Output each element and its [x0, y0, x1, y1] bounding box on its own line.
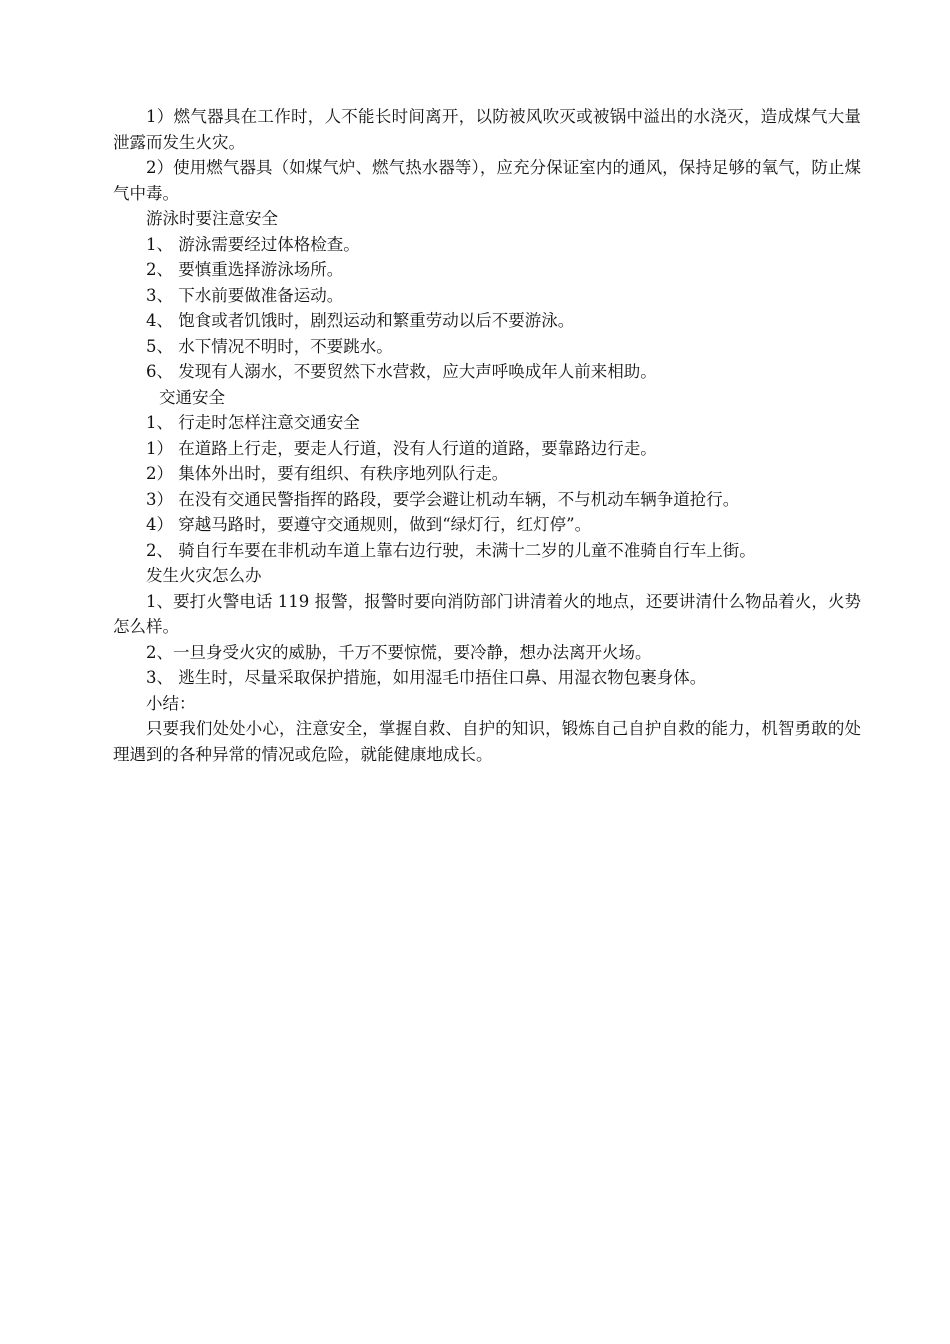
heading-summary: 小结： [146, 693, 196, 713]
list-item-traffic-2: 2、 骑自行车要在非机动车道上靠右边行驶，未满十二岁的儿童不准骑自行车上街。 [146, 540, 756, 560]
list-item-fire-2: 2、一旦身受火灾的威胁，千万不要惊慌，要冷静，想办法离开火场。 [146, 642, 652, 662]
paragraph-gas-appliance-unattended: 1）燃气器具在工作时，人不能长时间离开，以防被风吹灭或被锅中溢出的水浇灭，造成煤气大量泄露而发生火灾。 [113, 107, 861, 152]
list-item-traffic-1: 1、 行走时怎样注意交通安全 [146, 413, 360, 432]
list-item-swimming-1: 1、 游泳需要经过体格检查。 [146, 234, 360, 254]
list-item-swimming-6: 6、 发现有人溺水，不要贸然下水营救，应大声呼唤成年人前来相助。 [146, 362, 657, 381]
list-item-walking-1: 1） 在道路上行走，要走人行道，没有人行道的道路，要靠路边行走。 [146, 438, 657, 458]
document-body [113, 104, 861, 767]
paragraph-gas-appliance-ventilation: 2）使用燃气器具（如煤气炉、燃气热水器等），应充分保证室内的通风，保持足够的氧气，防止煤气中毒。 [113, 158, 861, 203]
list-item-fire-1: 1、要打火警电话 119 报警，报警时要向消防部门讲清着火的地点，还要讲清什么物品着火，火势怎么样。 [113, 591, 861, 636]
list-item-swimming-4: 4、 饱食或者饥饿时，剧烈运动和繁重劳动以后不要游泳。 [146, 311, 575, 330]
list-item-swimming-5: 5、 水下情况不明时，不要跳水。 [146, 336, 393, 356]
list-item-swimming-2: 2、 要慎重选择游泳场所。 [146, 260, 344, 279]
list-item-walking-3: 3） 在没有交通民警指挥的路段，要学会避让机动车辆，不与机动车辆争道抢行。 [146, 489, 740, 509]
paragraph-summary: 只要我们处处小心，注意安全，掌握自救、自护的知识，锻炼自己自护自救的能力，机智勇敢的处理遇到的各种异常的情况或危险，就能健康地成长。 [113, 719, 861, 764]
list-item-walking-4: 4） 穿越马路时，要遵守交通规则，做到“绿灯行，红灯停”。 [146, 515, 592, 534]
heading-fire-safety: 发生火灾怎么办 [146, 566, 262, 585]
list-item-fire-3: 3、 逃生时，尽量采取保护措施，如用湿毛巾捂住口鼻、用湿衣物包裹身体。 [146, 668, 707, 687]
list-item-walking-2: 2） 集体外出时，要有组织、有秩序地列队行走。 [146, 464, 509, 483]
heading-swimming-safety: 游泳时要注意安全 [146, 209, 278, 228]
heading-traffic-safety: 交通安全 [159, 387, 225, 407]
list-item-swimming-3: 3、 下水前要做准备运动。 [146, 285, 344, 305]
